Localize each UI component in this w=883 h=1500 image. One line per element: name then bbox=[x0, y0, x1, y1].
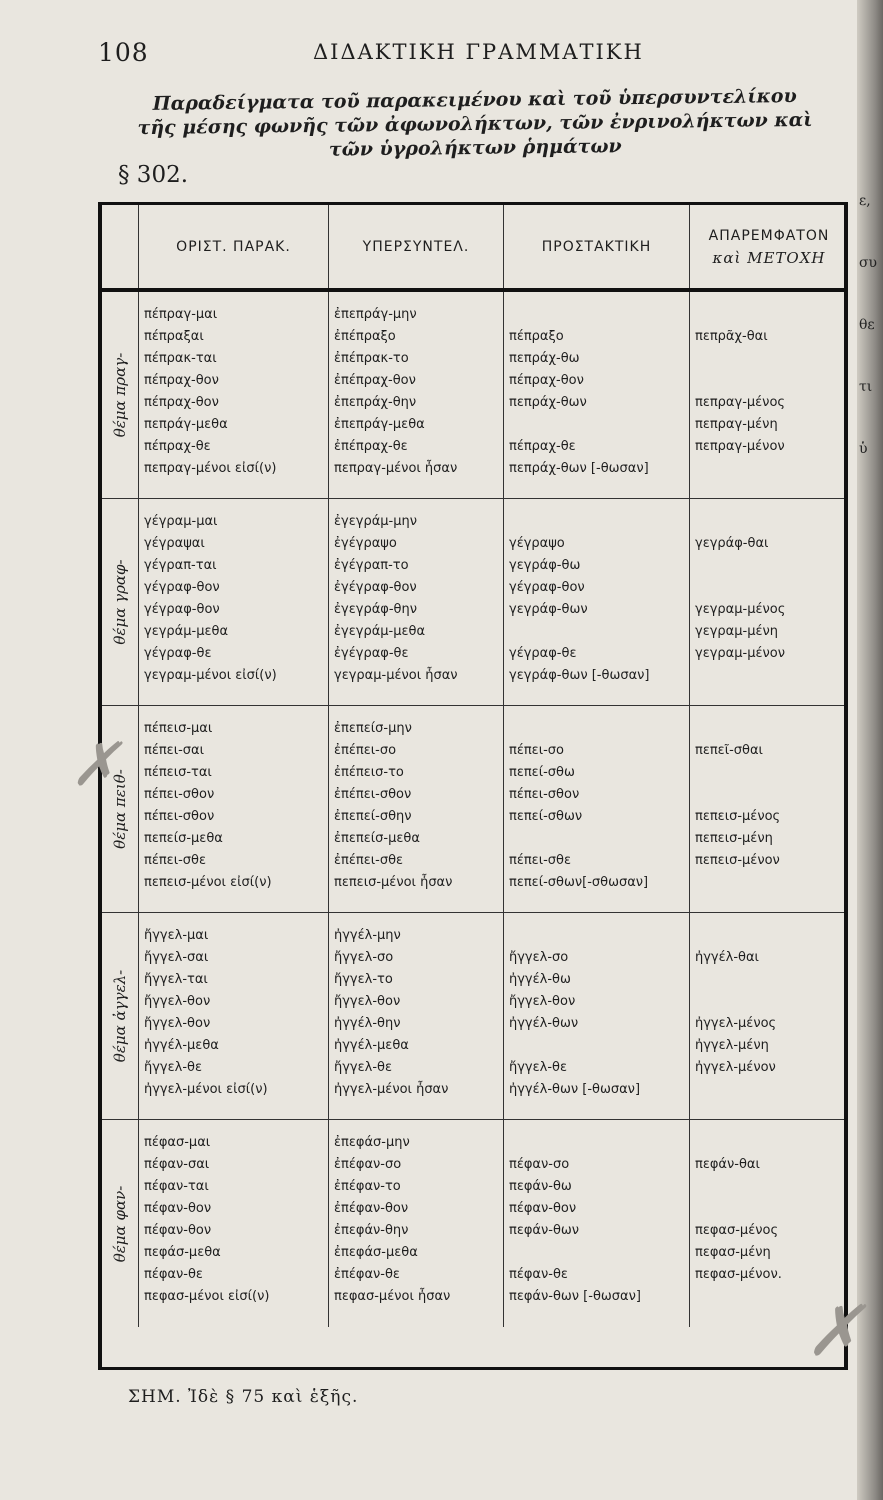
form-cell: πεφασ-μένος bbox=[695, 1223, 779, 1238]
form-cell: πέπει-σθον bbox=[144, 787, 215, 802]
form-cell: ἤγγελ-θε bbox=[509, 1060, 568, 1075]
theme-label-text: θέμα πραγ- bbox=[111, 352, 129, 438]
adjacent-page-fragments: ε, συ θε τι ὑ bbox=[859, 193, 878, 457]
form-cell: γεγράφ-θαι bbox=[695, 536, 769, 551]
form-cell: πέπραξαι bbox=[144, 329, 204, 344]
column-indicative bbox=[138, 499, 328, 705]
form-cell: γεγραμ-μένοι εἰσί(ν) bbox=[144, 668, 277, 683]
form-cell: γέγραφ-θε bbox=[144, 646, 212, 661]
form-cell: ἠγγελ-μένη bbox=[695, 1038, 769, 1053]
form-cell: πέπραχ-θε bbox=[509, 439, 576, 454]
column-infinitive-participle bbox=[689, 292, 848, 498]
form-cell: πεπείσ-μεθα bbox=[144, 831, 223, 846]
column-imperative bbox=[503, 1120, 689, 1327]
heading-line-3: τῶν ὑγρολήκτων ῥημάτων bbox=[328, 135, 622, 161]
form-cell: ἤγγελ-μαι bbox=[144, 928, 209, 943]
column-header-infinitive-participle bbox=[689, 205, 848, 288]
theme-label bbox=[102, 499, 138, 705]
form-cell: ἤγγελ-σαι bbox=[144, 950, 209, 965]
form-cell: γέγραφ-θον bbox=[144, 580, 220, 595]
column-imperative bbox=[503, 913, 689, 1119]
form-cell: πέπραγ-μαι bbox=[144, 307, 218, 322]
heading-line-1: Παραδείγματα τοῦ παρακειμένου καὶ τοῦ ὑπερσυντελίκου bbox=[152, 85, 797, 115]
column-infinitive-participle bbox=[689, 706, 848, 912]
form-cell: πεπεισ-μένον bbox=[695, 853, 780, 868]
column-header-pluperfect: ΥΠΕΡΣΥΝΤΕΛ. bbox=[328, 205, 503, 288]
form-cell: ἐπεπράγ-μην bbox=[334, 307, 417, 322]
form-cell: ἐπέπραχ-θον bbox=[334, 373, 416, 388]
section-number: § 302. bbox=[118, 162, 189, 188]
form-cell: πεπεί-σθω bbox=[509, 765, 575, 780]
form-cell: πεπεισ-μένος bbox=[695, 809, 781, 824]
column-infinitive-participle bbox=[689, 913, 848, 1119]
table-row bbox=[102, 706, 844, 913]
form-cell: γεγράφ-θων bbox=[509, 602, 588, 617]
theme-label bbox=[102, 913, 138, 1119]
table-header-row bbox=[102, 205, 844, 292]
section-heading bbox=[80, 83, 871, 165]
form-cell: πέφαν-θε bbox=[509, 1267, 568, 1282]
form-cell: πεπραγ-μένος bbox=[695, 395, 786, 410]
form-cell: πέπραχ-θε bbox=[144, 439, 211, 454]
column-header-imperative: ΠΡΟΣΤΑΚΤΙΚΗ bbox=[503, 205, 689, 288]
form-cell: ἐπεφάν-θην bbox=[334, 1223, 409, 1238]
column-pluperfect bbox=[328, 292, 503, 498]
form-cell: πεπεί-σθων bbox=[509, 809, 583, 824]
form-cell: ἐπεπείσ-μην bbox=[334, 721, 412, 736]
form-cell: πέπει-σθε bbox=[144, 853, 207, 868]
conjugation-table bbox=[98, 202, 848, 1370]
form-cell: γεγραμ-μένος bbox=[695, 602, 786, 617]
pencil-marks: ✗ bbox=[70, 730, 121, 800]
form-cell: πέπραξο bbox=[509, 329, 564, 344]
form-cell: πεπράχ-θων bbox=[509, 395, 587, 410]
form-cell: πέπει-σο bbox=[509, 743, 564, 758]
form-cell: ἐπέπρακ-το bbox=[334, 351, 409, 366]
column-indicative bbox=[138, 1120, 328, 1327]
form-cell: πέφαν-σαι bbox=[144, 1157, 210, 1172]
form-cell: ἠγγελ-μένοι εἰσί(ν) bbox=[144, 1082, 268, 1097]
form-cell: πεπεισ-μένοι εἰσί(ν) bbox=[144, 875, 272, 890]
form-cell: πέφασ-μαι bbox=[144, 1135, 211, 1150]
form-cell: ἐπέφαν-θον bbox=[334, 1201, 409, 1216]
form-cell: πέπραχ-θον bbox=[144, 395, 219, 410]
form-cell: πεπεισ-μένοι ἦσαν bbox=[334, 875, 453, 890]
column-header-participle: καὶ ΜΕΤΟΧΗ bbox=[712, 248, 826, 267]
theme-label-text: θέμα φαν- bbox=[111, 1185, 129, 1262]
form-cell: πεπραγ-μένοι εἰσί(ν) bbox=[144, 461, 277, 476]
column-infinitive-participle bbox=[689, 499, 848, 705]
form-cell: πεπεῖ-σθαι bbox=[695, 743, 763, 758]
form-cell: ἐγέγραφ-θον bbox=[334, 580, 417, 595]
form-cell: πεπραγ-μένη bbox=[695, 417, 778, 432]
form-cell: πέφαν-θον bbox=[144, 1223, 212, 1238]
form-cell: πέφαν-θε bbox=[144, 1267, 203, 1282]
form-cell: γέγραμ-μαι bbox=[144, 514, 218, 529]
table-row bbox=[102, 292, 844, 499]
column-header-indicative: ΟΡΙΣΤ. ΠΑΡΑΚ. bbox=[138, 205, 328, 288]
form-cell: ἐγέγραψο bbox=[334, 536, 397, 551]
form-cell: ἤγγελ-θον bbox=[144, 994, 211, 1009]
page-header bbox=[98, 38, 838, 66]
column-imperative bbox=[503, 706, 689, 912]
form-cell: γέγραφ-θε bbox=[509, 646, 577, 661]
form-cell: ἠγγέλ-θην bbox=[334, 1016, 401, 1031]
form-cell: ἤγγελ-το bbox=[334, 972, 393, 987]
form-cell: ἤγγελ-θον bbox=[509, 994, 576, 1009]
footnote: ΣΗΜ. Ἰδὲ § 75 καὶ ἑξῆς. bbox=[128, 1387, 359, 1407]
table-row bbox=[102, 499, 844, 706]
form-cell: ἐγεγράφ-θην bbox=[334, 602, 417, 617]
form-cell: πέφαν-σο bbox=[509, 1157, 570, 1172]
form-cell: ἠγγελ-μένον bbox=[695, 1060, 776, 1075]
theme-label bbox=[102, 292, 138, 498]
column-pluperfect bbox=[328, 706, 503, 912]
form-cell: πέπραχ-θον bbox=[144, 373, 219, 388]
form-cell: ἤγγελ-ται bbox=[144, 972, 208, 987]
column-imperative bbox=[503, 292, 689, 498]
column-indicative bbox=[138, 292, 328, 498]
form-cell: πέφαν-ται bbox=[144, 1179, 209, 1194]
column-imperative bbox=[503, 499, 689, 705]
form-cell: ἐπέπεισ-το bbox=[334, 765, 404, 780]
form-cell: ἐπεφάσ-μην bbox=[334, 1135, 410, 1150]
column-header-infinitive: ΑΠΑΡΕΜΦΑΤΟΝ bbox=[708, 227, 830, 244]
form-cell: ἐγέγραφ-θε bbox=[334, 646, 409, 661]
form-cell: ἤγγελ-θον bbox=[334, 994, 401, 1009]
form-cell: πέπει-σαι bbox=[144, 743, 205, 758]
form-cell: ἐπέπει-σθε bbox=[334, 853, 404, 868]
form-cell: ἠγγέλ-θαι bbox=[695, 950, 759, 965]
column-pluperfect bbox=[328, 913, 503, 1119]
adjacent-page-edge bbox=[857, 0, 883, 1500]
form-cell: πεφάν-θων [-θωσαν] bbox=[509, 1289, 641, 1304]
running-title: ΔΙΔΑΚΤΙΚΗ ΓΡΑΜΜΑΤΙΚΗ bbox=[313, 40, 644, 64]
form-cell: πεφάν-θαι bbox=[695, 1157, 760, 1172]
form-cell: ἐπέπραχ-θε bbox=[334, 439, 408, 454]
column-pluperfect bbox=[328, 499, 503, 705]
form-cell: πέπει-σθον bbox=[144, 809, 215, 824]
form-cell: πέπεισ-ται bbox=[144, 765, 212, 780]
form-cell: πεφάσ-μεθα bbox=[144, 1245, 221, 1260]
form-cell: ἤγγελ-σο bbox=[334, 950, 394, 965]
form-cell: πεπράχ-θων [-θωσαν] bbox=[509, 461, 649, 476]
form-cell: πεπεί-σθων[-σθωσαν] bbox=[509, 875, 649, 890]
form-cell: γεγράφ-θων [-θωσαν] bbox=[509, 668, 650, 683]
form-cell: πεπράχ-θω bbox=[509, 351, 580, 366]
heading-line-2: τῆς μέσης φωνῆς τῶν ἀφωνολήκτων, τῶν ἐνρινολήκτων καὶ bbox=[137, 108, 813, 140]
form-cell: πεπραγ-μένοι ἦσαν bbox=[334, 461, 458, 476]
form-cell: πέπραχ-θον bbox=[509, 373, 584, 388]
form-cell: πεφασ-μένη bbox=[695, 1245, 771, 1260]
theme-label-text: θέμα πειθ- bbox=[111, 769, 129, 849]
form-cell: γέγραψο bbox=[509, 536, 565, 551]
form-cell: ἐπεφάσ-μεθα bbox=[334, 1245, 418, 1260]
form-cell: πέπεισ-μαι bbox=[144, 721, 213, 736]
column-indicative bbox=[138, 706, 328, 912]
form-cell: γεγράφ-θω bbox=[509, 558, 581, 573]
form-cell: πέπει-σθον bbox=[509, 787, 580, 802]
form-cell: πεφασ-μένοι εἰσί(ν) bbox=[144, 1289, 270, 1304]
form-cell: ἐπέπραξο bbox=[334, 329, 396, 344]
form-cell: πεφασ-μένοι ἦσαν bbox=[334, 1289, 451, 1304]
form-cell: πέπρακ-ται bbox=[144, 351, 217, 366]
theme-label-text: θέμα γραφ- bbox=[111, 559, 129, 645]
form-cell: ἠγγέλ-θων [-θωσαν] bbox=[509, 1082, 641, 1097]
form-cell: ἠγγέλ-θων bbox=[509, 1016, 579, 1031]
form-cell: ἐγεγράμ-μεθα bbox=[334, 624, 426, 639]
page-number: 108 bbox=[98, 38, 149, 67]
form-cell: γέγραπ-ται bbox=[144, 558, 217, 573]
form-cell: γεγραμ-μένη bbox=[695, 624, 778, 639]
form-cell: ἤγγελ-θε bbox=[334, 1060, 393, 1075]
form-cell: ἠγγέλ-μεθα bbox=[144, 1038, 219, 1053]
form-cell: πεπράγ-μεθα bbox=[144, 417, 228, 432]
form-cell: ἠγγελ-μένος bbox=[695, 1016, 777, 1031]
form-cell: ἠγγέλ-θω bbox=[509, 972, 571, 987]
form-cell: γεγράμ-μεθα bbox=[144, 624, 229, 639]
form-cell: πεπρᾶχ-θαι bbox=[695, 329, 768, 344]
form-cell: πεφάν-θω bbox=[509, 1179, 572, 1194]
table-row bbox=[102, 1120, 844, 1327]
form-cell: γεγραμ-μένον bbox=[695, 646, 785, 661]
form-cell: ἤγγελ-θε bbox=[144, 1060, 203, 1075]
form-cell: ἤγγελ-σο bbox=[509, 950, 569, 965]
column-pluperfect bbox=[328, 1120, 503, 1327]
pencil-marks: ✗ bbox=[805, 1290, 864, 1372]
form-cell: γέγραφ-θον bbox=[144, 602, 220, 617]
form-cell: ἤγγελ-θον bbox=[144, 1016, 211, 1031]
form-cell: πέφαν-θον bbox=[144, 1201, 212, 1216]
form-cell: γεγραμ-μένοι ἦσαν bbox=[334, 668, 458, 683]
form-cell: ἐπεπείσ-μεθα bbox=[334, 831, 420, 846]
table-row bbox=[102, 913, 844, 1120]
form-cell: πεπραγ-μένον bbox=[695, 439, 785, 454]
form-cell: ἠγγέλ-μεθα bbox=[334, 1038, 409, 1053]
form-cell: πέπει-σθε bbox=[509, 853, 572, 868]
form-cell: ἐπέφαν-σο bbox=[334, 1157, 402, 1172]
theme-label bbox=[102, 1120, 138, 1327]
form-cell: ἐπέπει-σο bbox=[334, 743, 397, 758]
form-cell: ἠγγελ-μένοι ἦσαν bbox=[334, 1082, 449, 1097]
form-cell: πεπεισ-μένη bbox=[695, 831, 773, 846]
form-cell: ἐπέφαν-θε bbox=[334, 1267, 400, 1282]
form-cell: γέγραφ-θον bbox=[509, 580, 585, 595]
form-cell: ἐπέφαν-το bbox=[334, 1179, 401, 1194]
form-cell: ἐπεπράγ-μεθα bbox=[334, 417, 425, 432]
form-cell: ἐπεπεί-σθην bbox=[334, 809, 412, 824]
form-cell: ἐπέπει-σθον bbox=[334, 787, 412, 802]
form-cell: γέγραψαι bbox=[144, 536, 205, 551]
form-cell: ἐγεγράμ-μην bbox=[334, 514, 417, 529]
form-cell: πεφάν-θων bbox=[509, 1223, 580, 1238]
form-cell: πεφασ-μένον. bbox=[695, 1267, 782, 1282]
form-cell: ἠγγέλ-μην bbox=[334, 928, 401, 943]
form-cell: ἐπεπράχ-θην bbox=[334, 395, 417, 410]
column-indicative bbox=[138, 913, 328, 1119]
form-cell: ἐγέγραπ-το bbox=[334, 558, 409, 573]
theme-label-text: θέμα ἀγγελ- bbox=[111, 969, 129, 1063]
form-cell: πέφαν-θον bbox=[509, 1201, 577, 1216]
